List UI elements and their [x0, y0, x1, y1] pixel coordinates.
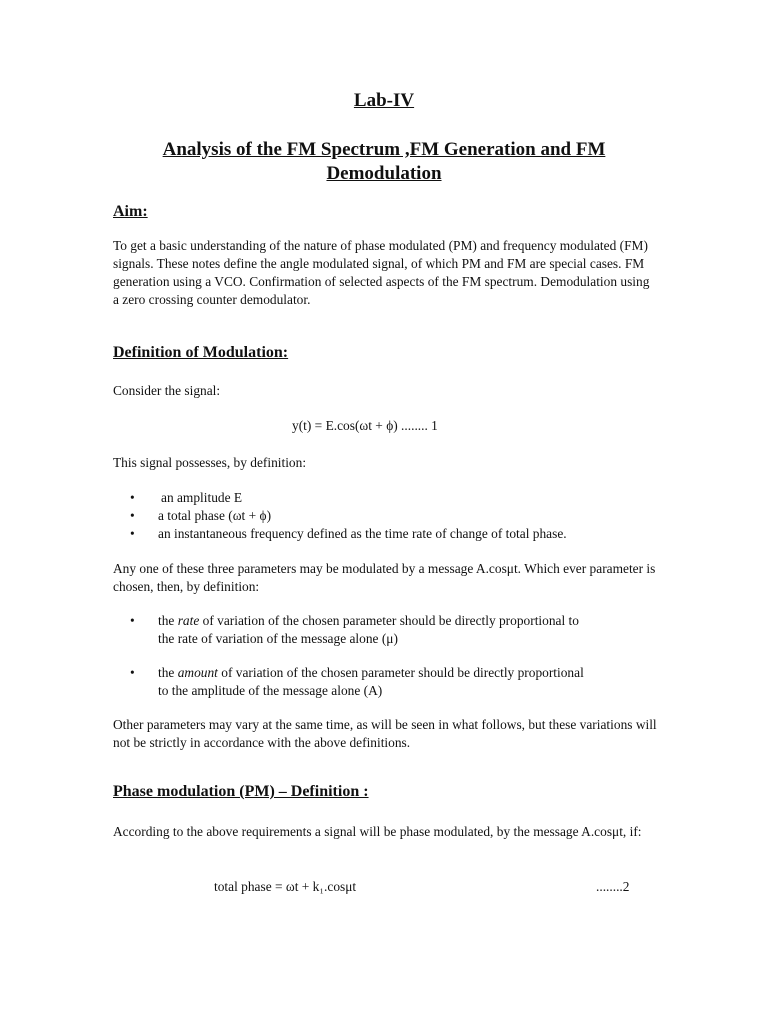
bullet-icon: •: [130, 665, 135, 680]
possesses-text: This signal possesses, by definition:: [113, 455, 307, 470]
signal-properties-list: [130, 489, 658, 543]
list-item-text: a total phase (ωt + ϕ): [158, 508, 272, 523]
bullet-icon: •: [130, 613, 135, 628]
list-item-text: an amplitude E: [161, 490, 243, 505]
rule-amount-line1: of variation of the chosen parameter should be directly proportional: [217, 665, 584, 680]
bullet-icon: •: [130, 526, 135, 541]
equation-2-number: ........2: [596, 879, 630, 894]
equation-2: total phase = ωt + k₁.cosμt: [214, 879, 357, 894]
rule-amount-line2: to the amplitude of the message alone (A): [158, 683, 383, 698]
rule-rate-emphasis: rate: [177, 613, 200, 628]
list-item: [130, 525, 658, 543]
list-item: [130, 664, 658, 700]
aim-heading: Aim:: [113, 203, 148, 220]
other-params-paragraph: Other parameters may vary at the same time, as will be seen in what follows, but these variations will not be strictly in accordance with the above definitions.: [113, 717, 657, 750]
bullet-icon: •: [130, 508, 135, 523]
main-title-line1: Analysis of the FM Spectrum ,FM Generation and FM: [162, 139, 606, 160]
main-title: [0, 138, 768, 186]
rule-rate-line2: the rate of variation of the message alone (μ): [158, 631, 398, 646]
list-item: [130, 612, 658, 648]
rule-rate-prefix: the: [158, 613, 178, 628]
rule-amount-prefix: the: [158, 665, 178, 680]
any-one-paragraph: Any one of these three parameters may be modulated by a message A.cosμt. Which ever parameter is chosen, then, by definition:: [113, 561, 656, 594]
rule-amount-emphasis: amount: [177, 665, 218, 680]
equation-1: y(t) = E.cos(ωt + ϕ) ........ 1: [292, 418, 438, 433]
pm-requirement-paragraph: According to the above requirements a signal will be phase modulated, by the message A.cosμt, if:: [113, 824, 642, 839]
list-item: [130, 507, 658, 525]
definition-rules-list: [130, 612, 658, 700]
consider-text: Consider the signal:: [113, 383, 221, 398]
aim-paragraph: To get a basic understanding of the nature of phase modulated (PM) and frequency modulated (FM) signals. These notes define the angle modulated signal, of which PM and FM are special cases. FM generation using a VCO. Confirmation of selected aspects of the FM spectrum. Demodulation using a zero crossing counter demodulator.: [113, 238, 650, 307]
list-item: [130, 489, 658, 507]
main-title-line2: Demodulation: [326, 163, 442, 184]
modulation-heading: Definition of Modulation:: [113, 344, 289, 361]
lab-title: Lab-IV: [353, 90, 415, 111]
pm-heading: Phase modulation (PM) – Definition :: [113, 783, 369, 800]
rule-rate-line1: of variation of the chosen parameter should be directly proportional to: [199, 613, 579, 628]
bullet-icon: •: [130, 490, 135, 505]
list-item-text: an instantaneous frequency defined as the time rate of change of total phase.: [158, 526, 567, 541]
